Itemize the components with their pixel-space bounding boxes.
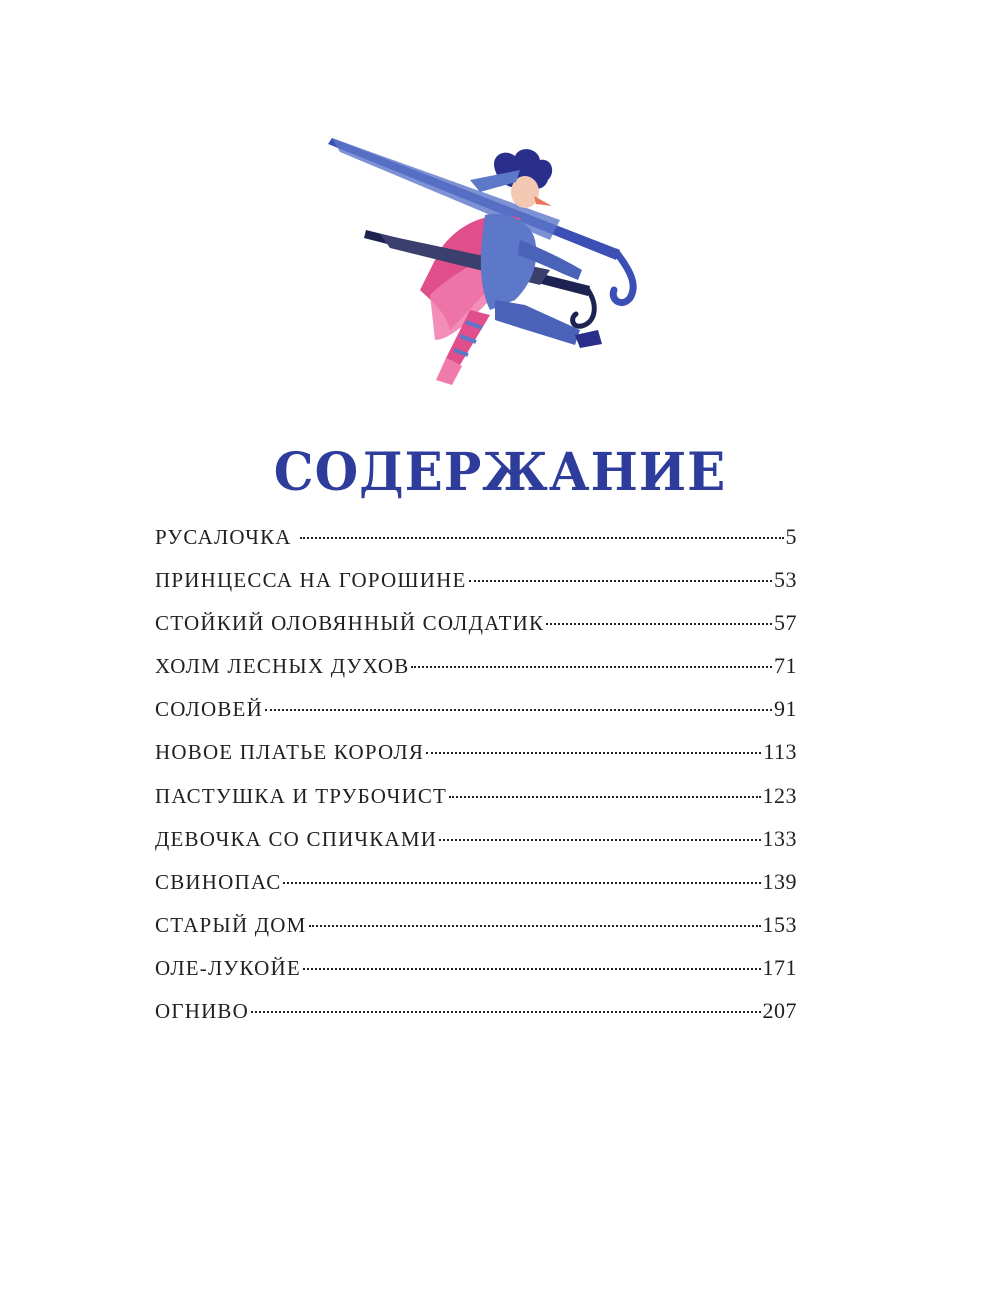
toc-entry[interactable] <box>155 515 797 558</box>
toc-entry[interactable] <box>155 989 797 1032</box>
toc-entry-title: СВИНОПАС <box>155 869 282 894</box>
toc-entry-title: РУСАЛОЧКА <box>155 525 299 549</box>
dot-leader <box>300 537 783 539</box>
toc-entry-title: ПАСТУШКА И ТРУБОЧИСТ <box>155 783 448 808</box>
toc-entry[interactable] <box>155 687 797 730</box>
dot-leader <box>426 752 761 754</box>
toc-entry-title: СОЛОВЕЙ <box>155 697 263 722</box>
dot-leader <box>439 839 760 841</box>
toc-entry[interactable] <box>155 860 797 903</box>
table-of-contents <box>155 515 797 1032</box>
dot-leader <box>265 709 772 711</box>
dot-leader <box>411 666 772 668</box>
dot-leader <box>283 882 760 884</box>
dot-leader <box>303 968 761 970</box>
toc-entry[interactable] <box>155 601 797 644</box>
toc-entry-title: НОВОЕ ПЛАТЬЕ КОРОЛЯ <box>155 740 425 765</box>
dot-leader <box>251 1011 760 1013</box>
toc-entry[interactable] <box>155 558 797 601</box>
toc-entry-title: ОЛЕ-ЛУКОЙЕ <box>155 955 301 980</box>
toc-entry-page-number: 207 <box>762 998 797 1024</box>
toc-entry-title: ДЕВОЧКА СО СПИЧКАМИ <box>155 826 438 851</box>
toc-entry[interactable] <box>155 817 797 860</box>
toc-entry-title: ХОЛМ ЛЕСНЫХ ДУХОВ <box>155 654 410 679</box>
dot-leader <box>309 925 761 927</box>
toc-entry-page-number: 133 <box>762 825 797 851</box>
toc-entry-page-number: 57 <box>774 610 797 636</box>
toc-entry[interactable] <box>155 774 797 817</box>
toc-entry[interactable] <box>155 903 797 946</box>
toc-entry-title: ОГНИВО <box>155 999 250 1024</box>
toc-entry-page-number: 123 <box>762 782 797 808</box>
toc-entry[interactable] <box>155 730 797 773</box>
toc-entry-page-number: 53 <box>774 567 797 593</box>
toc-entry-page-number: 91 <box>774 696 797 722</box>
ole-lukoie-illustration-icon <box>320 100 660 400</box>
toc-entry[interactable] <box>155 644 797 687</box>
toc-entry-page-number: 5 <box>785 524 797 549</box>
dot-leader <box>469 580 772 582</box>
toc-entry-page-number: 71 <box>774 653 797 679</box>
toc-entry-page-number: 113 <box>763 739 797 765</box>
toc-entry-title: СТАРЫЙ ДОМ <box>155 912 307 937</box>
dot-leader <box>449 796 760 798</box>
toc-entry[interactable] <box>155 946 797 989</box>
toc-entry-page-number: 153 <box>762 911 797 937</box>
toc-entry-title: ПРИНЦЕССА НА ГОРОШИНЕ <box>155 568 467 593</box>
dot-leader <box>546 623 772 625</box>
toc-entry-title: СТОЙКИЙ ОЛОВЯННЫЙ СОЛДАТИК <box>155 611 545 636</box>
page-title: СОДЕРЖАНИЕ <box>273 440 727 503</box>
toc-entry-page-number: 171 <box>762 954 797 980</box>
toc-entry-page-number: 139 <box>762 868 797 894</box>
